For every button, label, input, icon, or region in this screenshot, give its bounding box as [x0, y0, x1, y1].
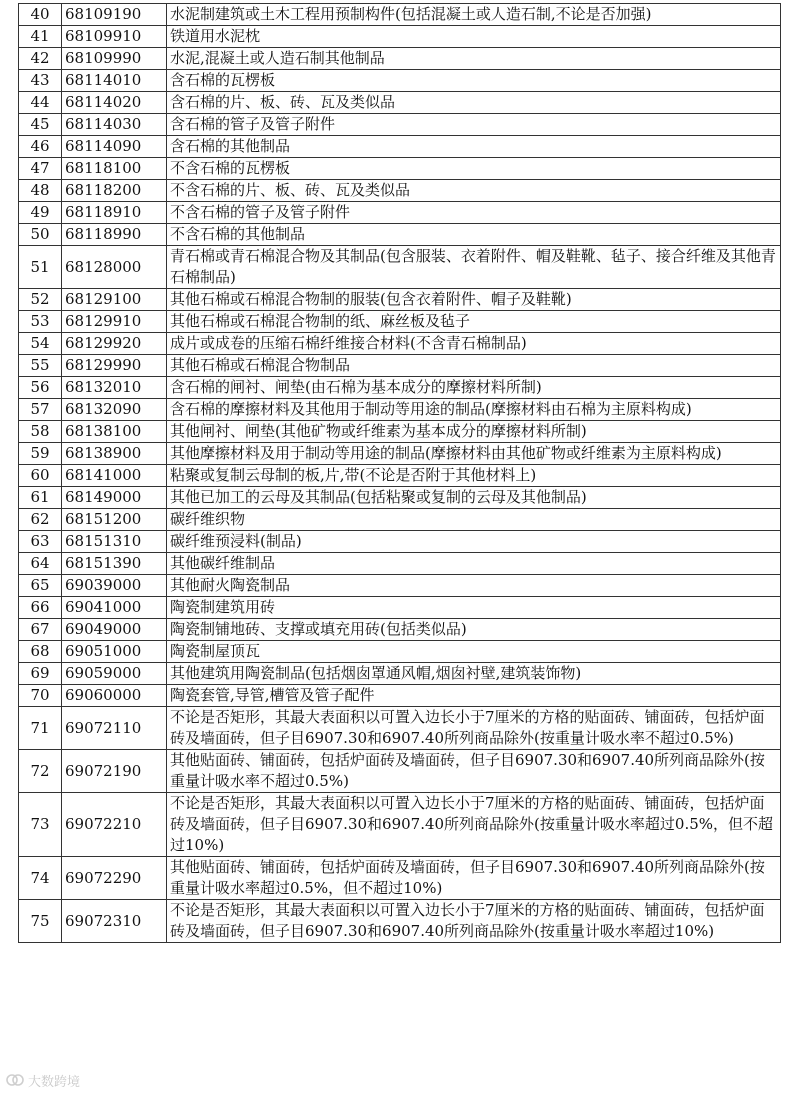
- hs-code: 68109990: [62, 48, 167, 70]
- table-row: [19, 509, 781, 531]
- table-row: [19, 663, 781, 685]
- hs-code: 68118990: [62, 224, 167, 246]
- product-description: 其他闸衬、闸垫(其他矿物或纤维素为基本成分的摩擦材料所制): [167, 421, 781, 443]
- row-number: 61: [19, 487, 62, 509]
- product-description: 不含石棉的其他制品: [167, 224, 781, 246]
- table-row: [19, 92, 781, 114]
- hs-code: 68118100: [62, 158, 167, 180]
- product-description: 其他石棉或石棉混合物制品: [167, 355, 781, 377]
- product-description: 不含石棉的瓦楞板: [167, 158, 781, 180]
- row-number: 45: [19, 114, 62, 136]
- table-row: [19, 793, 781, 857]
- table-row: [19, 597, 781, 619]
- product-description: 其他贴面砖、铺面砖，包括炉面砖及墙面砖，但子目6907.30和6907.40所列商品除外(按重量计吸水率不超过0.5%): [167, 750, 781, 793]
- table-row: [19, 333, 781, 355]
- hs-code: 69059000: [62, 663, 167, 685]
- hs-code: 69041000: [62, 597, 167, 619]
- hs-code: 68118910: [62, 202, 167, 224]
- product-description: 成片或成卷的压缩石棉纤维接合材料(不含青石棉制品): [167, 333, 781, 355]
- hs-code: 68138900: [62, 443, 167, 465]
- row-number: 41: [19, 26, 62, 48]
- table-row: [19, 180, 781, 202]
- row-number: 72: [19, 750, 62, 793]
- hs-code: 68141000: [62, 465, 167, 487]
- table-row: [19, 114, 781, 136]
- product-description: 其他石棉或石棉混合物制的纸、麻丝板及毡子: [167, 311, 781, 333]
- product-description: 含石棉的摩擦材料及其他用于制动等用途的制品(摩擦材料由石棉为主原料构成): [167, 399, 781, 421]
- table-row: [19, 289, 781, 311]
- watermark-text: 大数跨境: [28, 1074, 81, 1090]
- table-row: [19, 575, 781, 597]
- hs-code: 68109190: [62, 4, 167, 26]
- watermark: [6, 1070, 80, 1090]
- table-row: [19, 421, 781, 443]
- product-description: 陶瓷制建筑用砖: [167, 597, 781, 619]
- hs-code: 69072110: [62, 707, 167, 750]
- hs-code: 68129920: [62, 333, 167, 355]
- row-number: 71: [19, 707, 62, 750]
- row-number: 52: [19, 289, 62, 311]
- table-row: [19, 26, 781, 48]
- row-number: 60: [19, 465, 62, 487]
- table-row: [19, 158, 781, 180]
- product-description: 其他碳纤维制品: [167, 553, 781, 575]
- table-row: [19, 707, 781, 750]
- hs-code: 68151390: [62, 553, 167, 575]
- product-description: 不论是否矩形，其最大表面积以可置入边长小于7厘米的方格的贴面砖、铺面砖，包括炉面砖及墙面砖，但子目6907.30和6907.40所列商品除外(按重量计吸水率超过10%): [167, 900, 781, 943]
- hs-code: 68129100: [62, 289, 167, 311]
- table-row: [19, 377, 781, 399]
- table-row: [19, 70, 781, 92]
- product-description: 含石棉的闸衬、闸垫(由石棉为基本成分的摩擦材料所制): [167, 377, 781, 399]
- table-row: [19, 619, 781, 641]
- product-description: 铁道用水泥枕: [167, 26, 781, 48]
- table-row: [19, 4, 781, 26]
- product-description: 含石棉的瓦楞板: [167, 70, 781, 92]
- table-row: [19, 553, 781, 575]
- watermark-logo-icon: [6, 1072, 24, 1088]
- row-number: 43: [19, 70, 62, 92]
- table-row: [19, 399, 781, 421]
- table-row: [19, 531, 781, 553]
- row-number: 70: [19, 685, 62, 707]
- product-description: 不含石棉的片、板、砖、瓦及类似品: [167, 180, 781, 202]
- product-description: 不论是否矩形，其最大表面积以可置入边长小于7厘米的方格的贴面砖、铺面砖，包括炉面砖及墙面砖，但子目6907.30和6907.40所列商品除外(按重量计吸水率不超过0.5%): [167, 707, 781, 750]
- table-row: [19, 750, 781, 793]
- product-description: 含石棉的片、板、砖、瓦及类似品: [167, 92, 781, 114]
- row-number: 48: [19, 180, 62, 202]
- table-row: [19, 136, 781, 158]
- row-number: 68: [19, 641, 62, 663]
- hs-code: 69049000: [62, 619, 167, 641]
- table-row: [19, 900, 781, 943]
- product-description: 水泥制建筑或土木工程用预制构件(包括混凝土或人造石制,不论是否加强): [167, 4, 781, 26]
- row-number: 67: [19, 619, 62, 641]
- row-number: 62: [19, 509, 62, 531]
- hs-code: 68128000: [62, 246, 167, 289]
- hs-code: 69072210: [62, 793, 167, 857]
- hs-code: 68151200: [62, 509, 167, 531]
- hs-code: 69051000: [62, 641, 167, 663]
- hs-code: 68114020: [62, 92, 167, 114]
- product-description: 其他已加工的云母及其制品(包括粘聚或复制的云母及其他制品): [167, 487, 781, 509]
- product-description: 其他建筑用陶瓷制品(包括烟囱罩通风帽,烟囱衬壁,建筑装饰物): [167, 663, 781, 685]
- row-number: 46: [19, 136, 62, 158]
- goods-table-body: [19, 4, 781, 943]
- table-row: [19, 641, 781, 663]
- table-row: [19, 311, 781, 333]
- product-description: 含石棉的其他制品: [167, 136, 781, 158]
- row-number: 51: [19, 246, 62, 289]
- hs-code: 68151310: [62, 531, 167, 553]
- product-description: 青石棉或青石棉混合物及其制品(包含服装、衣着附件、帽及鞋靴、毡子、接合纤维及其他青石棉制品): [167, 246, 781, 289]
- row-number: 66: [19, 597, 62, 619]
- row-number: 42: [19, 48, 62, 70]
- hs-code: 68114030: [62, 114, 167, 136]
- table-row: [19, 465, 781, 487]
- hs-code: 68132010: [62, 377, 167, 399]
- goods-table: [18, 3, 781, 943]
- row-number: 56: [19, 377, 62, 399]
- product-description: 其他耐火陶瓷制品: [167, 575, 781, 597]
- hs-code: 68129910: [62, 311, 167, 333]
- hs-code: 69039000: [62, 575, 167, 597]
- product-description: 陶瓷制屋顶瓦: [167, 641, 781, 663]
- row-number: 55: [19, 355, 62, 377]
- row-number: 44: [19, 92, 62, 114]
- table-row: [19, 355, 781, 377]
- product-description: 其他石棉或石棉混合物制的服装(包含衣着附件、帽子及鞋靴): [167, 289, 781, 311]
- row-number: 49: [19, 202, 62, 224]
- product-description: 含石棉的管子及管子附件: [167, 114, 781, 136]
- product-description: 陶瓷制铺地砖、支撑或填充用砖(包括类似品): [167, 619, 781, 641]
- hs-code: 69072310: [62, 900, 167, 943]
- hs-code: 68138100: [62, 421, 167, 443]
- row-number: 73: [19, 793, 62, 857]
- hs-code: 68114090: [62, 136, 167, 158]
- row-number: 53: [19, 311, 62, 333]
- product-description: 不论是否矩形，其最大表面积以可置入边长小于7厘米的方格的贴面砖、铺面砖，包括炉面砖及墙面砖，但子目6907.30和6907.40所列商品除外(按重量计吸水率超过0.5%，但不超过10%): [167, 793, 781, 857]
- row-number: 40: [19, 4, 62, 26]
- table-row: [19, 48, 781, 70]
- table-row: [19, 443, 781, 465]
- row-number: 65: [19, 575, 62, 597]
- table-row: [19, 857, 781, 900]
- hs-code: 68114010: [62, 70, 167, 92]
- table-row: [19, 246, 781, 289]
- product-description: 碳纤维预浸料(制品): [167, 531, 781, 553]
- table-row: [19, 685, 781, 707]
- table-row: [19, 224, 781, 246]
- product-description: 粘聚或复制云母制的板,片,带(不论是否附于其他材料上): [167, 465, 781, 487]
- hs-code: 68109910: [62, 26, 167, 48]
- row-number: 69: [19, 663, 62, 685]
- product-description: 碳纤维织物: [167, 509, 781, 531]
- row-number: 57: [19, 399, 62, 421]
- row-number: 47: [19, 158, 62, 180]
- hs-code: 68149000: [62, 487, 167, 509]
- hs-code: 68132090: [62, 399, 167, 421]
- hs-code: 69072290: [62, 857, 167, 900]
- row-number: 59: [19, 443, 62, 465]
- hs-code: 69072190: [62, 750, 167, 793]
- product-description: 其他贴面砖、铺面砖，包括炉面砖及墙面砖，但子目6907.30和6907.40所列商品除外(按重量计吸水率超过0.5%，但不超过10%): [167, 857, 781, 900]
- table-row: [19, 487, 781, 509]
- product-description: 水泥,混凝土或人造石制其他制品: [167, 48, 781, 70]
- row-number: 74: [19, 857, 62, 900]
- product-description: 其他摩擦材料及用于制动等用途的制品(摩擦材料由其他矿物或纤维素为主原料构成): [167, 443, 781, 465]
- row-number: 63: [19, 531, 62, 553]
- row-number: 64: [19, 553, 62, 575]
- product-description: 陶瓷套管,导管,槽管及管子配件: [167, 685, 781, 707]
- hs-code: 69060000: [62, 685, 167, 707]
- row-number: 50: [19, 224, 62, 246]
- row-number: 54: [19, 333, 62, 355]
- row-number: 58: [19, 421, 62, 443]
- hs-code: 68129990: [62, 355, 167, 377]
- table-row: [19, 202, 781, 224]
- product-description: 不含石棉的管子及管子附件: [167, 202, 781, 224]
- hs-code: 68118200: [62, 180, 167, 202]
- row-number: 75: [19, 900, 62, 943]
